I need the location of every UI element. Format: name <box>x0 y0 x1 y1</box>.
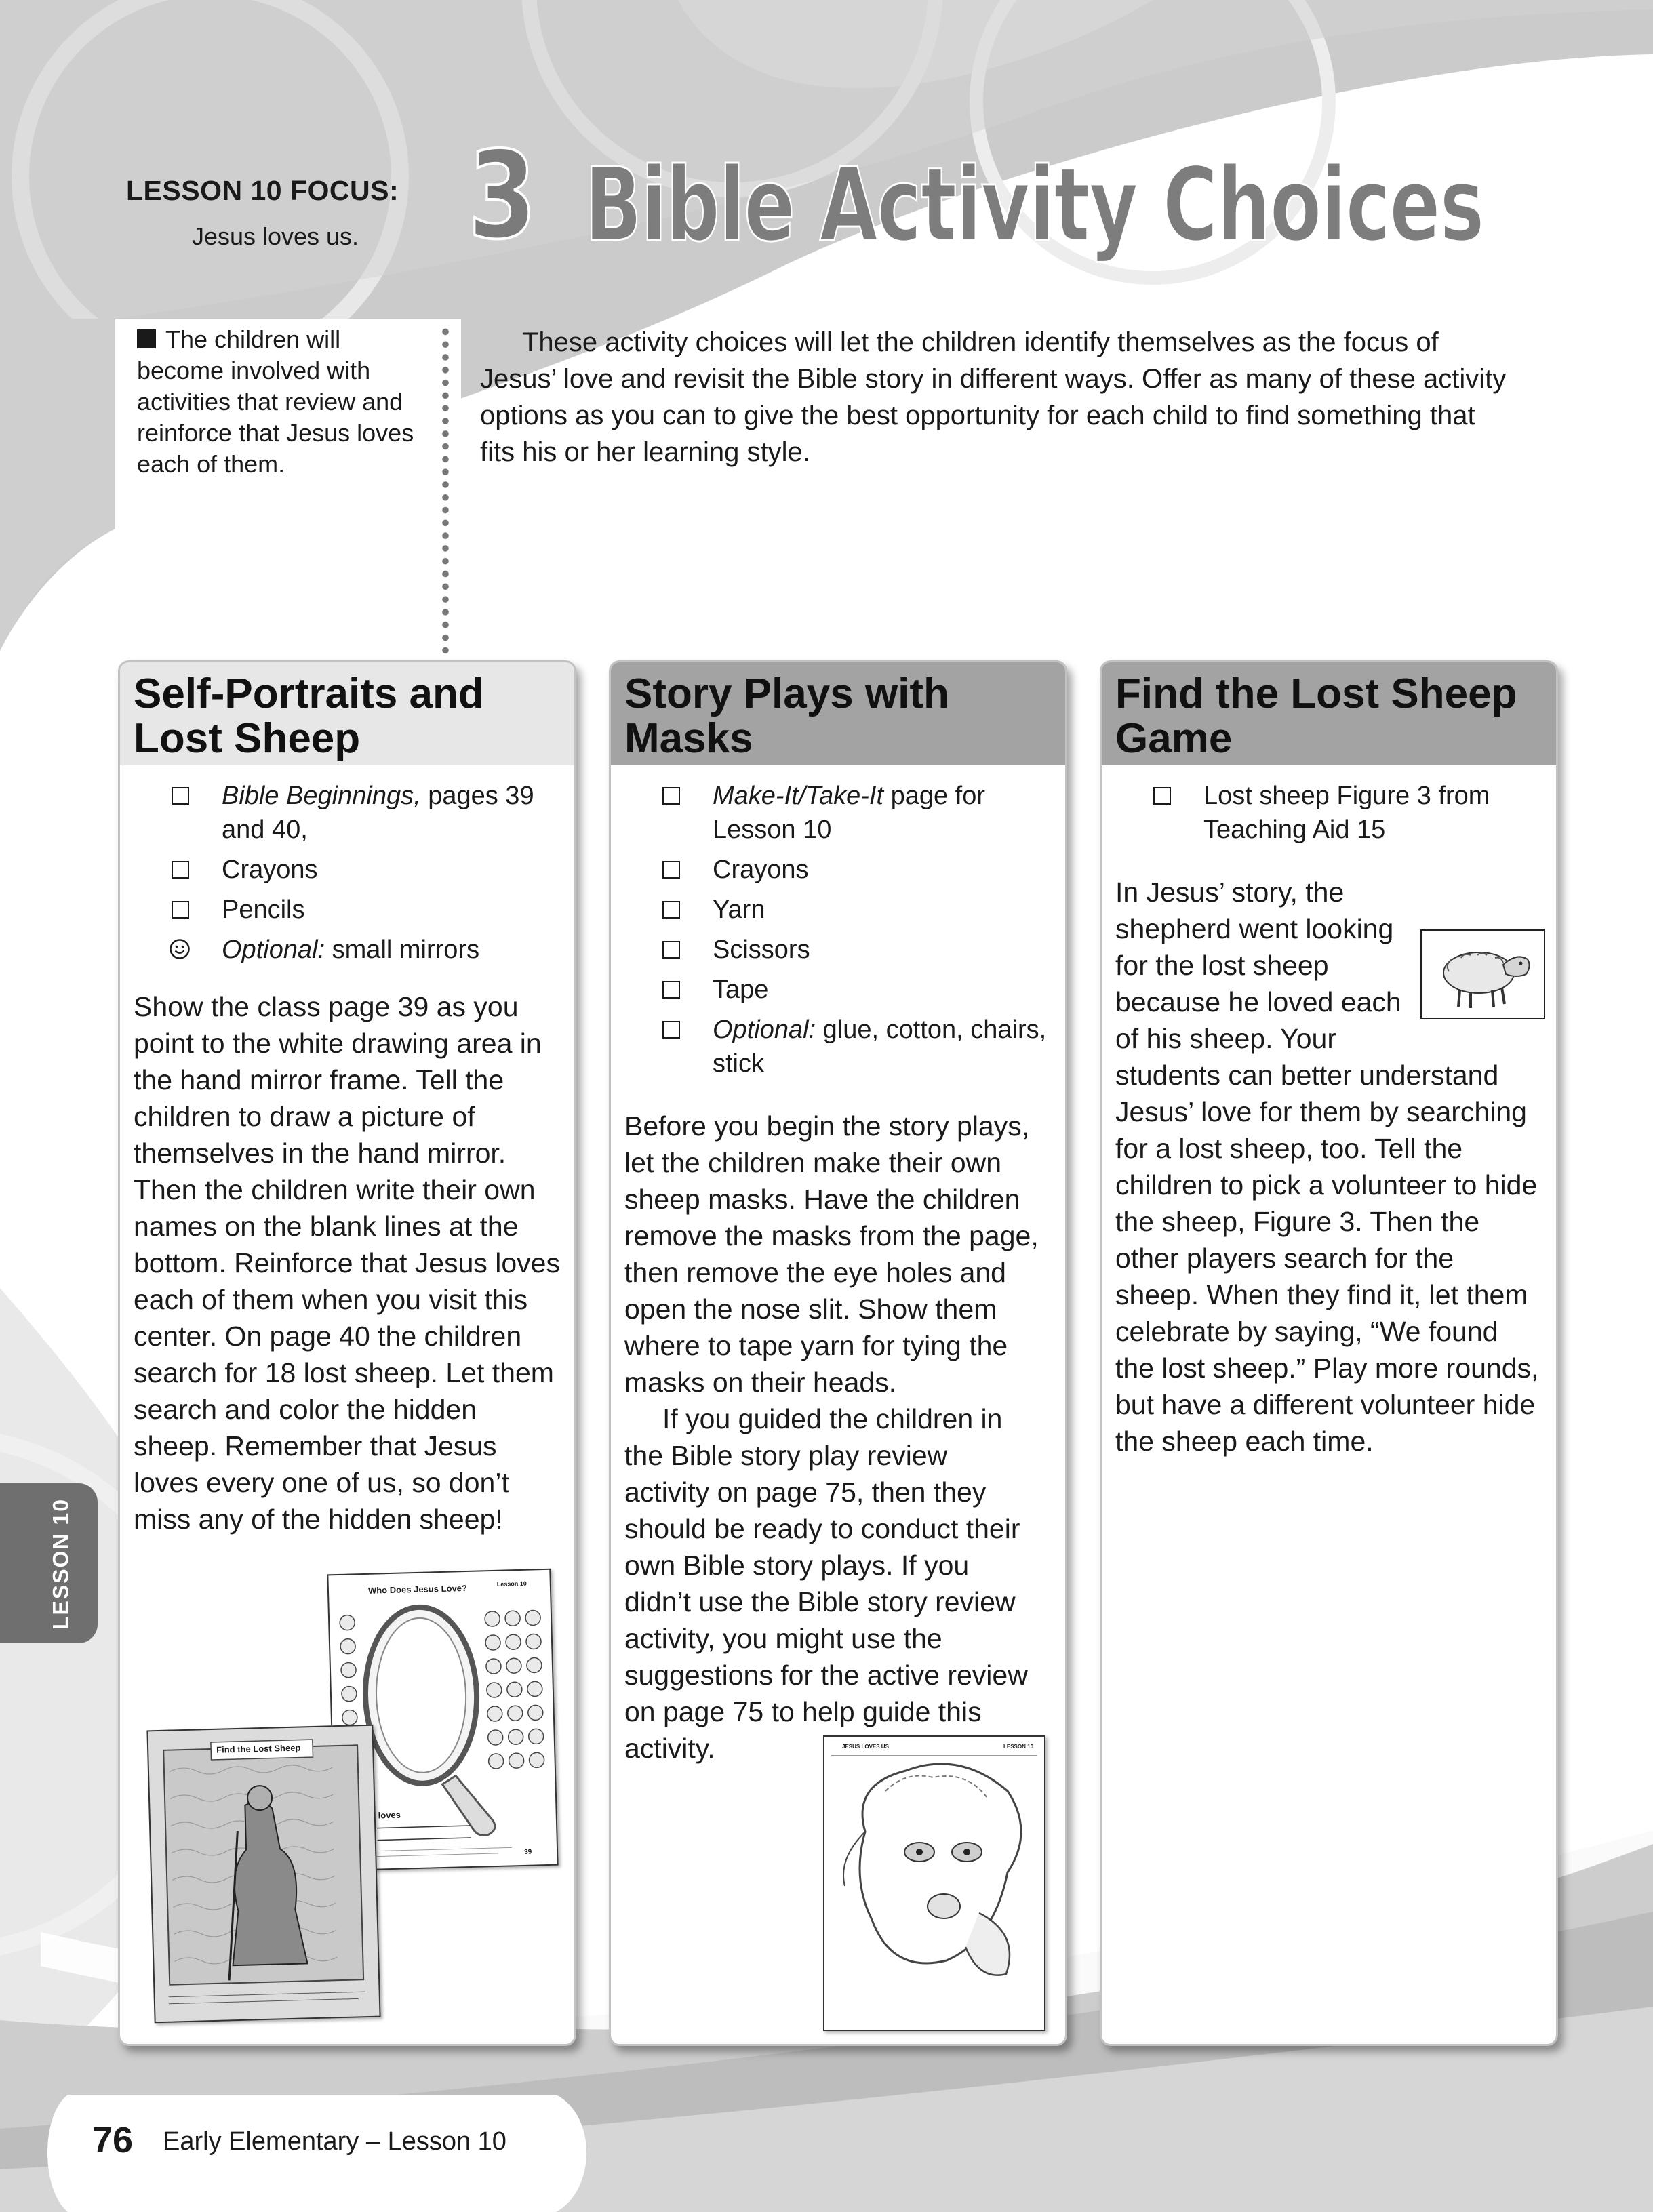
worksheet-thumbnail-sheep-mask <box>823 1735 1045 2031</box>
card-title: Self-Portraits and Lost Sheep <box>120 662 574 765</box>
checkbox-icon <box>172 861 189 879</box>
material-item: Scissors <box>624 933 1052 967</box>
material-item: Optional: small mirrors <box>134 933 561 967</box>
material-item: Crayons <box>624 853 1052 887</box>
material-item: Optional: glue, cotton, chairs, stick <box>624 1013 1052 1081</box>
intro-paragraph: These activity choices will let the children identify themselves as the focus of Jesus’ love and revisit the Bible story in different ways. Offer as many of these activity options as you can to give the best opportunity for each child to find something that fits his or her learning style. <box>480 327 1507 467</box>
checkbox-icon <box>1153 787 1171 805</box>
card-paragraph: In Jesus’ story, the shepherd went looking for the lost sheep because he loved each of his sheep. Your students can better understand Jesus’ love for them by searching for a lost sheep, too. Tell the children to pick a volunteer to hide the sheep, Figure 3. Then the other players search for the sheep. When they find it, let them celebrate by saying, “We found the lost sheep.” Play more rounds, but have a different volunteer hide the sheep each time. <box>1115 877 1539 1457</box>
material-item: Lost sheep Figure 3 from Teaching Aid 15 <box>1115 779 1542 847</box>
worksheet-thumbnail-lost-sheep <box>146 1725 380 2024</box>
footer-text: Early Elementary – Lesson 10 <box>163 2127 506 2156</box>
material-item: Pencils <box>134 893 561 927</box>
dotted-divider <box>442 325 449 658</box>
thumbnail-title: Who Does Jesus Love? <box>367 1582 468 1596</box>
objective-note <box>137 324 422 480</box>
thumbnail-page-number: 39 <box>524 1848 532 1856</box>
card-title: Story Plays with Masks <box>611 662 1065 765</box>
material-item: Tape <box>624 973 1052 1007</box>
material-item: Bible Beginnings, pages 39 and 40, <box>134 779 561 847</box>
material-item: Crayons <box>134 853 561 887</box>
thumbnail-header-right: LESSON 10 <box>1003 1744 1034 1750</box>
checkbox-icon <box>662 861 680 879</box>
section-number: 3 <box>468 125 537 266</box>
objective-text: The children will become involved with activities that review and reinforce that Jesus loves each of them. <box>137 325 414 478</box>
checkbox-icon <box>662 941 680 959</box>
card-paragraph: Before you begin the story plays, let the children make their own sheep masks. Have the children remove the masks from the page, then remove the eye holes and open the nose slit. Show them where to tape yarn for tying the masks on their heads. <box>624 1110 1039 1398</box>
square-bullet-icon <box>137 329 156 348</box>
smiley-icon <box>169 938 191 960</box>
material-item: Make-It/Take-It page for Lesson 10 <box>624 779 1052 847</box>
checkbox-icon <box>172 901 189 919</box>
page-title: Bible Activity Choices <box>584 146 1484 264</box>
checkbox-icon <box>662 981 680 999</box>
checkbox-icon <box>172 787 189 805</box>
thumbnail-header-left: JESUS LOVES US <box>842 1744 889 1750</box>
checkbox-icon <box>662 787 680 805</box>
thumbnail-title: Find the Lost Sheep <box>216 1742 301 1755</box>
lesson-focus-label: LESSON 10 FOCUS: <box>126 175 399 206</box>
card-paragraph: Show the class page 39 as you point to the white drawing area in the hand mirror frame. Tell the children to draw a picture of themselves in the hand mirror. Then the children write their own names on the blank lines at the bottom. Reinforce that Jesus loves each of them when you visit this center. On page 40 the children search for 18 lost sheep. Let them search and color the hidden sheep. Remember that Jesus loves every one of us, so don’t miss any of the hidden sheep! <box>134 991 560 1535</box>
thumbnail-lesson: Lesson 10 <box>496 1580 527 1588</box>
lesson-focus-text: Jesus loves us. <box>191 222 359 250</box>
card-title: Find the Lost Sheep Game <box>1102 662 1556 765</box>
activity-card-lost-sheep-game <box>1100 660 1558 2046</box>
checkbox-icon <box>662 1021 680 1039</box>
checkbox-icon <box>662 901 680 919</box>
thumbnail-loves: loves <box>378 1809 401 1821</box>
page-number: 76 <box>92 2120 134 2160</box>
lesson-side-tab-label: LESSON 10 <box>48 1497 73 1630</box>
material-item: Yarn <box>624 893 1052 927</box>
card-paragraph: If you guided the children in the Bible story play review activity on page 75, then they should be ready to conduct their own Bible story plays. If you didn’t use the Bible story review activity, you might use the suggestions for the active review on page 75 to help guide this activity. <box>624 1403 1028 1764</box>
